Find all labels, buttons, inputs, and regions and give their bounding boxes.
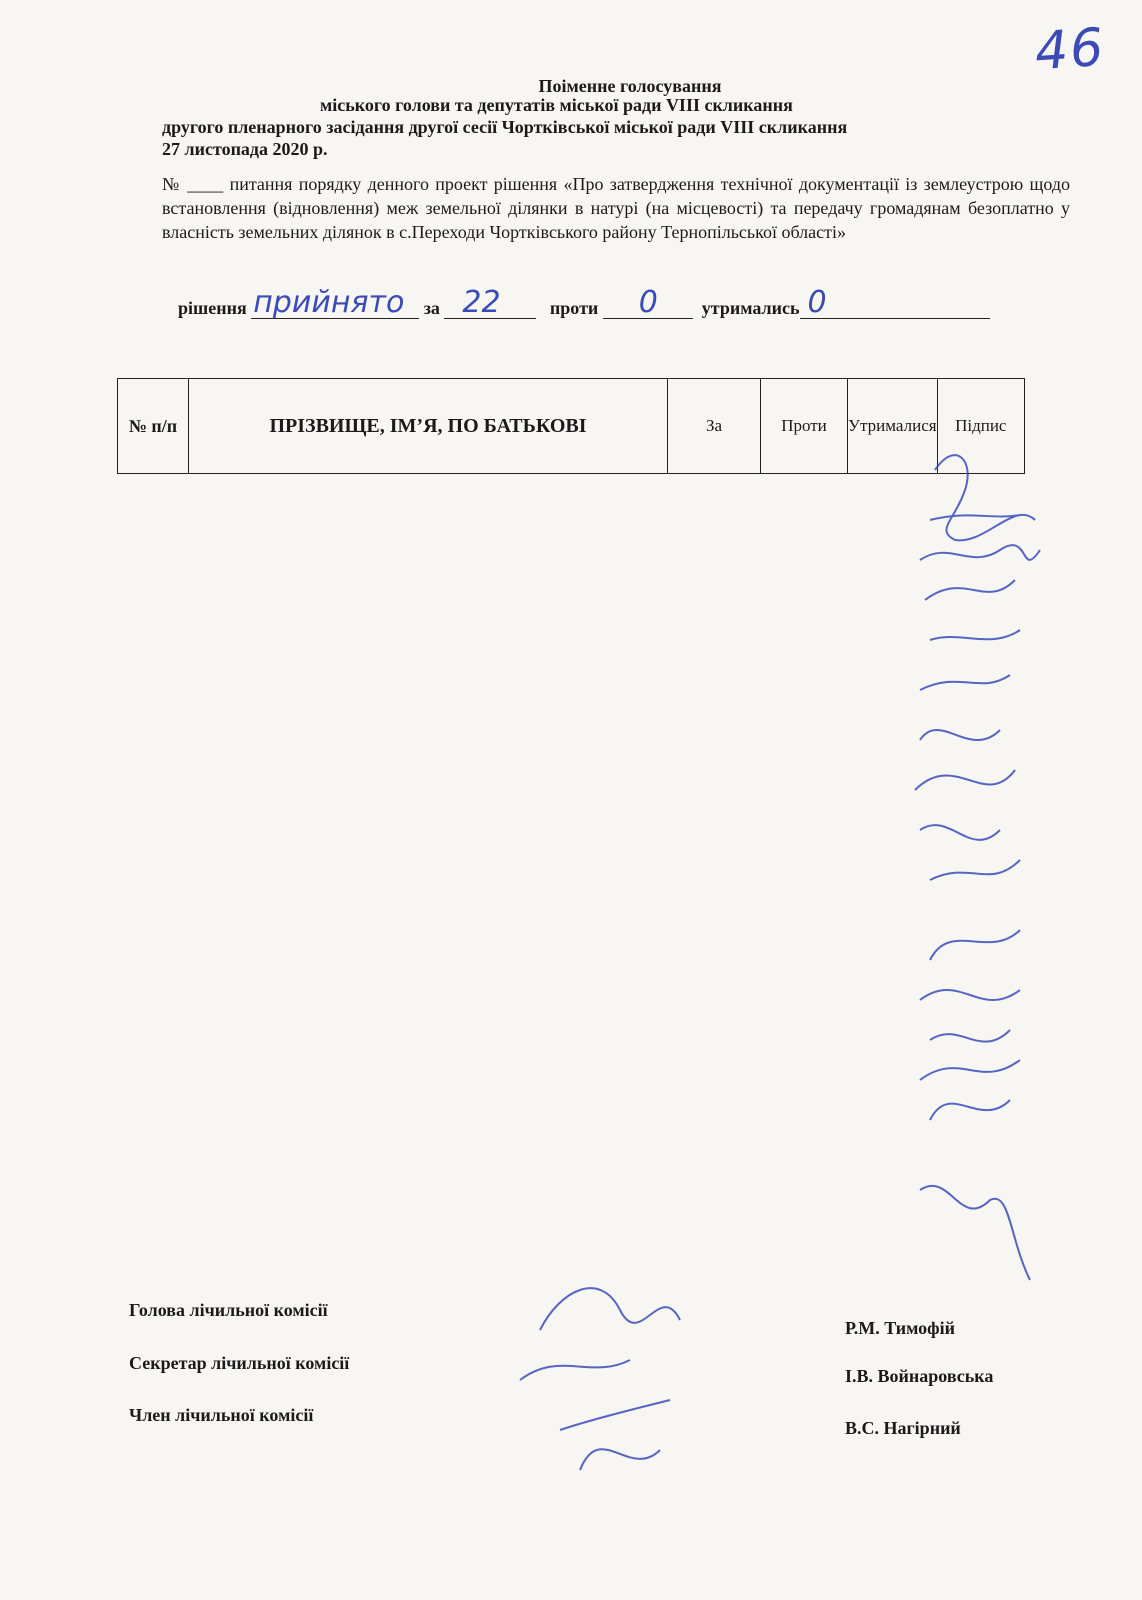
member-name: В.С. Нагірний — [845, 1418, 961, 1438]
for-value: 22 — [462, 285, 501, 320]
commission-signatures — [520, 1288, 680, 1470]
doc-title: Поіменне голосування — [538, 76, 722, 96]
secretary-label: Секретар лічильної комісії — [129, 1353, 350, 1373]
decision-label: рішення — [178, 298, 247, 318]
abstain-value: 0 — [807, 285, 827, 320]
doc-subtitle: міського голови та депутатів міської ради VIII скликання — [320, 95, 793, 115]
date-line: 27 листопада 2020 р. — [162, 139, 328, 159]
abstain-label: утримались — [701, 298, 800, 318]
signature-column-scribble — [915, 455, 1040, 1280]
header-name: ПРІЗВИЩЕ, ІМ’Я, ПО БАТЬКОВІ — [189, 379, 668, 474]
against-label: проти — [549, 298, 599, 318]
session-line: другого пленарного засідання другої сесії Чортківської міської ради VIII скликання — [162, 117, 848, 137]
decision-value: прийнято — [253, 285, 405, 320]
chair-label: Голова лічильної комісії — [129, 1300, 328, 1320]
member-label: Член лічильної комісії — [129, 1405, 314, 1425]
agenda-question: № ____ питання порядку денного проект рішення «Про затвердження технічної документації із землеустрою щодо встановлення (відновлення) меж земельної ділянки в натурі (на місцевості) та передачу громадянам безоплатно у власність земельних ділянок в с.Переходи Чортківського району Тернопільської області» — [162, 174, 1070, 242]
header-num: № п/п — [118, 379, 189, 474]
secretary-name: І.В. Войнаровська — [845, 1366, 994, 1386]
page-number: 46 — [1032, 17, 1108, 83]
header-against: Проти — [761, 379, 848, 474]
header-signature: Підпис — [937, 379, 1024, 474]
header-for: За — [668, 379, 761, 474]
header-abstain: Утрималися — [848, 379, 938, 474]
for-label: за — [423, 298, 440, 318]
against-value: 0 — [638, 285, 658, 320]
chair-name: Р.М. Тимофій — [845, 1318, 956, 1338]
